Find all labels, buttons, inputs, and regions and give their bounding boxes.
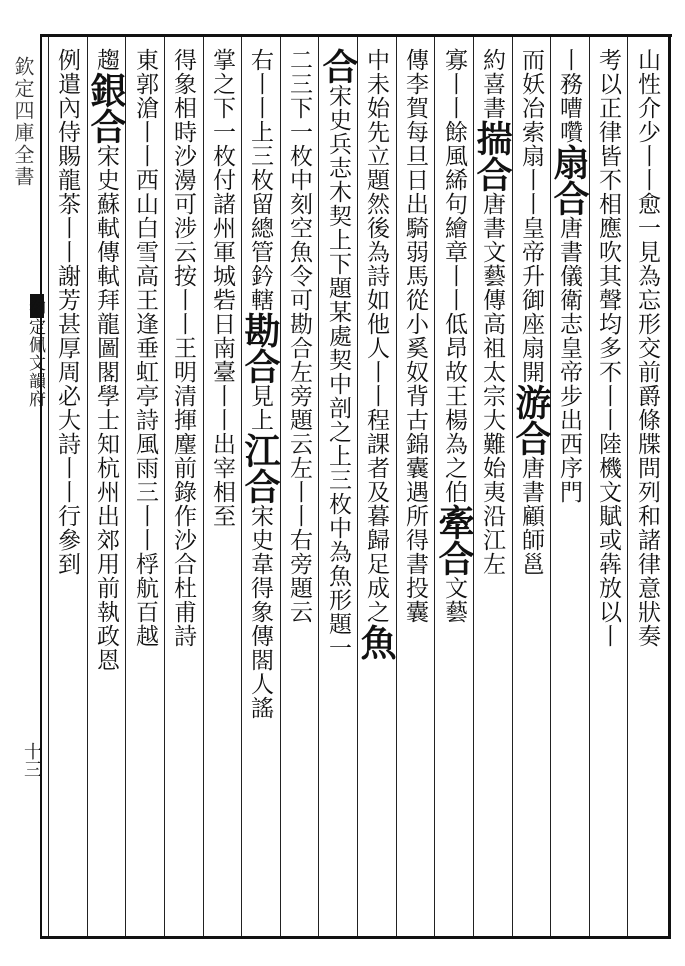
entry-text: 考以正律皆不相應吹其聲均多不丨丨陸機文賦或犇放以丨 xyxy=(595,48,621,648)
entry-text: 寡丨丨餘風絺句繪章丨丨低昂故王楊為之伯 xyxy=(441,48,467,504)
entry-heading: 勘合 xyxy=(239,312,281,384)
entry-heading: 銀合 xyxy=(85,72,127,144)
text-column xyxy=(357,48,395,660)
entry-text: 宋史蘇軾傳軾拜龍圖閣學士知杭州出郊用前執政恩 xyxy=(93,144,119,672)
frame-top-border xyxy=(40,34,672,37)
entry-heading: 揣合 xyxy=(471,120,513,192)
entry-heading: 游合 xyxy=(510,384,552,456)
margin-collection-title: 欽定四庫全書 xyxy=(11,56,35,188)
entry-heading: 扇合 xyxy=(548,144,590,216)
text-column xyxy=(126,48,164,648)
text-column xyxy=(87,48,125,672)
folio-number: 十三 xyxy=(21,742,42,778)
entry-text: 掌之下一枚付諸州軍城砦 xyxy=(209,48,235,312)
entry-text: 宋史兵志木契上下題某處契中剖之上三枚中為魚形題一 xyxy=(325,84,351,660)
entry-text: 丨務嘈囋 xyxy=(556,48,582,144)
entry-text: 宋史韋得象傳閤人謠 xyxy=(247,504,273,720)
text-column xyxy=(550,48,588,504)
entry-text: 唐書文藝傳高祖太宗大難始夷沿江左 xyxy=(479,192,505,576)
text-column xyxy=(628,48,666,648)
entry-heading: 江合 xyxy=(239,432,281,504)
entry-text: 見上 xyxy=(247,384,273,432)
entry-text: 約喜書 xyxy=(479,48,505,120)
text-column xyxy=(512,48,550,576)
margin-book-title: 御定佩文韻府 xyxy=(25,300,45,408)
entry-heading: 牽合 xyxy=(433,504,475,576)
text-column xyxy=(48,48,86,576)
entry-text: 趨 xyxy=(93,48,119,72)
entry-text: 傳李賀每旦日出騎弱馬從小奚奴背古錦囊遇所得書投囊 xyxy=(402,48,428,624)
text-column xyxy=(164,48,202,648)
entry-text: 例遣內侍賜龍茶丨丨 xyxy=(54,48,80,264)
text-column xyxy=(396,48,434,624)
text-column xyxy=(319,48,357,660)
entry-text: 東郭滄丨丨西山白雪高王逢垂虹亭詩風雨三丨丨桴航百越 xyxy=(132,48,158,648)
entry-text: 山性介少丨丨愈一見為忘形交前爵條牒問列和諸律意狀奏 xyxy=(634,48,660,648)
entry-text: 日南臺丨丨出宰相至 xyxy=(209,312,235,528)
frame-bottom-border xyxy=(40,936,671,939)
entry-heading: 合 xyxy=(317,48,359,84)
entry-text: 二三下一枚中刻空魚令可勘合左旁題云左丨丨右旁題云 xyxy=(286,48,312,624)
text-column xyxy=(435,48,473,624)
entry-text: 唐書儀衛志皇帝步出西序門 xyxy=(556,216,582,504)
text-column xyxy=(589,48,627,648)
frame-right-border xyxy=(668,34,671,939)
text-column xyxy=(203,48,241,528)
text-column xyxy=(241,48,279,720)
entry-text: 謝芳甚厚周必大詩丨丨行參到 xyxy=(54,264,80,576)
entry-text: 唐書顧師邕 xyxy=(518,456,544,576)
entry-heading: 魚 xyxy=(355,624,397,660)
entry-text: 得象相時沙澷可涉云按丨丨王明清揮麈前錄作沙合杜甫詩 xyxy=(170,48,196,648)
entry-text: 右丨丨上三枚留總管鈐轄 xyxy=(247,48,273,312)
entry-text: 索扇丨丨皇帝升御座扇開 xyxy=(518,120,544,384)
entry-text: 文藝 xyxy=(441,576,467,624)
entry-text: 中未始先立題然後為詩如他人丨丨程課者及暮歸足成之 xyxy=(363,48,389,624)
text-column xyxy=(280,48,318,624)
frame-left-border xyxy=(40,34,42,939)
text-column xyxy=(473,48,511,576)
entry-text: 而妖冶 xyxy=(518,48,544,120)
